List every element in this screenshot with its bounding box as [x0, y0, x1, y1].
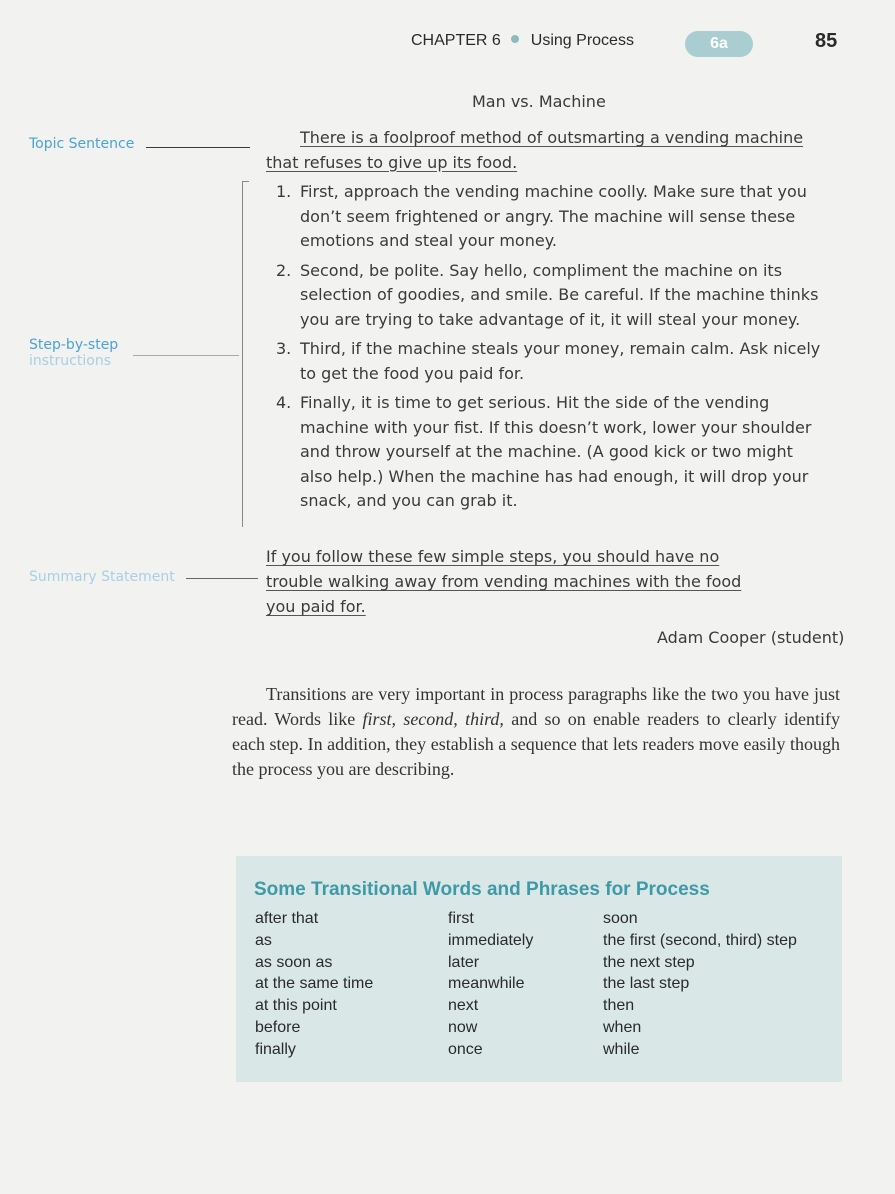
- list-item: the first (second, third) step: [603, 931, 797, 949]
- transitions-column-1: [255, 908, 373, 1061]
- essay-title: Man vs. Machine: [472, 92, 606, 111]
- running-header: [411, 32, 634, 50]
- chapter-label: CHAPTER 6: [411, 32, 501, 49]
- list-item: later: [448, 953, 480, 971]
- summary-text: If you follow these few simple steps, you should have no trouble walking away from vending machines with the food you paid for.: [266, 547, 742, 616]
- list-item: when: [603, 1018, 642, 1036]
- list-item: 4. Finally, it is time to get serious. Hit the side of the vending machine with your fist. If this doesn’t work, lower your shoulder and throw yourself at the machine. (A good kick or two might also help.) When the machine has had enough, it will drop your snack, and you can grab it.: [276, 393, 812, 510]
- topic-sentence-text: There is a foolproof method of outsmarting a vending machine that refuses to give up its food.: [266, 128, 804, 172]
- example-word: first,: [362, 709, 397, 729]
- bullet-icon: [511, 35, 519, 43]
- list-item: meanwhile: [448, 975, 525, 993]
- list-item: the next step: [603, 953, 695, 971]
- annotation-leader-line: [133, 355, 239, 356]
- list-item: finally: [255, 1040, 296, 1058]
- example-word: third,: [465, 709, 504, 729]
- page-number: 85: [815, 30, 838, 52]
- list-item: now: [448, 1018, 478, 1036]
- list-item: next: [448, 997, 479, 1015]
- list-item: 3. Third, if the machine steals your money, remain calm. Ask nicely to get the food you paid for.: [276, 339, 821, 383]
- annotation-step-line2: instructions: [29, 353, 111, 369]
- list-item: then: [603, 997, 635, 1015]
- annotation-summary-statement: Summary Statement: [29, 569, 175, 585]
- list-item: once: [448, 1040, 483, 1058]
- annotation-step-line1: Step-by-step: [29, 337, 119, 353]
- list-item: 2. Second, be polite. Say hello, compliment the machine on its selection of goodies, and smile. Be careful. If the machine thinks you are trying to take advantage of it, it will steal your money.: [276, 260, 819, 329]
- list-item: after that: [255, 910, 319, 927]
- author-credit: Adam Cooper (student): [657, 628, 845, 647]
- list-item: immediately: [448, 931, 534, 949]
- annotation-leader-line: [186, 578, 258, 579]
- section-tab: 6a: [685, 31, 753, 57]
- annotation-topic-sentence: Topic Sentence: [29, 136, 135, 152]
- annotation-leader-line: [146, 147, 250, 148]
- list-item: first: [448, 910, 474, 927]
- transitions-column-2: [448, 908, 533, 1061]
- list-item: before: [255, 1018, 301, 1036]
- section-title: Using Process: [530, 32, 634, 49]
- step-list: [266, 180, 826, 519]
- list-item: while: [603, 1040, 640, 1058]
- transitions-column-3: [603, 908, 797, 1061]
- summary-statement: [266, 544, 766, 619]
- example-word: second,: [403, 709, 458, 729]
- list-item: the last step: [603, 975, 690, 993]
- list-item: at this point: [255, 997, 337, 1015]
- annotation-step-by-step: [29, 337, 118, 369]
- body-paragraph: Transitions are very important in process paragraphs like the two you have just read. Words like first, second, third, and so on enable readers to clearly identify each step. In addition, they establish a sequence that lets readers move easily though the process you are describing.: [232, 684, 841, 779]
- list-item: 1. First, approach the vending machine coolly. Make sure that you don’t seem frightened or angry. The machine will sense these emotions and steal your money.: [276, 182, 807, 250]
- list-item: at the same time: [255, 975, 374, 993]
- list-item: as: [255, 931, 272, 949]
- steps-bracket: [242, 181, 249, 527]
- list-item: soon: [603, 910, 638, 927]
- list-item: as soon as: [255, 953, 333, 971]
- transitions-box-title: Some Transitional Words and Phrases for Process: [254, 879, 710, 900]
- topic-sentence: [266, 126, 806, 175]
